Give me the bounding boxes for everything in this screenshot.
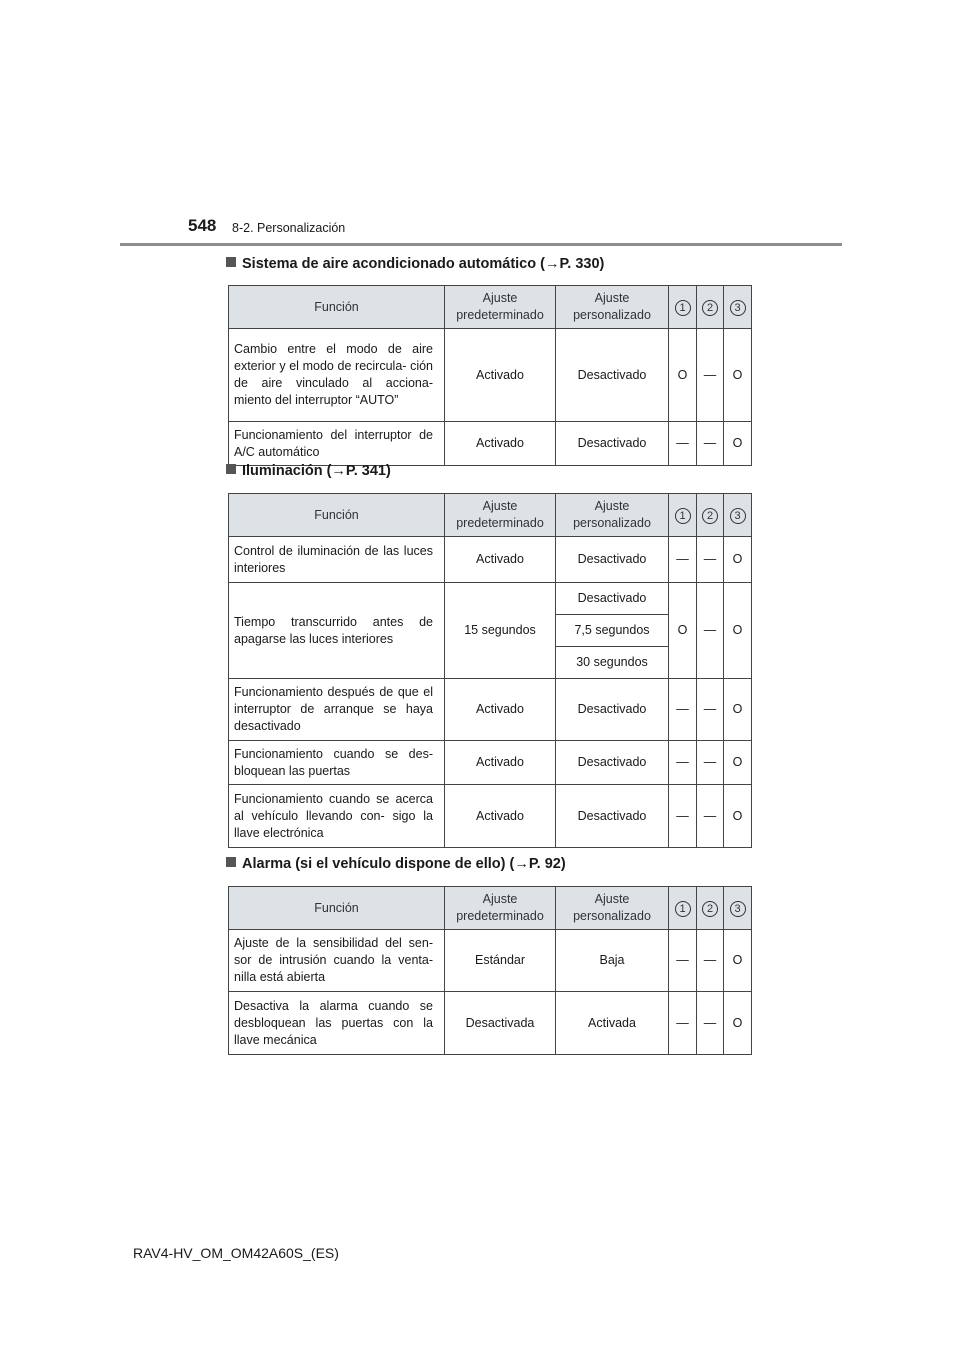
- col-1-cell: O: [669, 329, 697, 422]
- col-3-cell: O: [724, 785, 752, 848]
- col-3-cell: O: [724, 679, 752, 741]
- default-cell: Desactivada: [445, 992, 556, 1055]
- header-rule: [120, 243, 842, 246]
- table-lighting: [228, 493, 752, 848]
- table-row: [229, 930, 752, 992]
- custom-cell: Desactivado: [556, 741, 669, 785]
- table-air-conditioning: [228, 285, 752, 466]
- header-col-1: [669, 494, 697, 537]
- col-3-cell: O: [724, 583, 752, 679]
- section-heading-air-conditioning: [226, 256, 604, 272]
- header-function: Función: [229, 494, 445, 537]
- header-col-2: [697, 494, 724, 537]
- header-col-1: [669, 887, 697, 930]
- header-default: Ajuste predeterminado: [445, 286, 556, 329]
- default-cell: Activado: [445, 329, 556, 422]
- circled-number-3-icon: 3: [730, 300, 746, 316]
- custom-cell: Desactivado: [556, 785, 669, 848]
- circled-number-3-icon: 3: [730, 901, 746, 917]
- section-title: Iluminación (→P. 341): [242, 463, 391, 479]
- col-2-cell: —: [697, 537, 724, 583]
- circled-number-3-icon: 3: [730, 508, 746, 524]
- circled-number-1-icon: 1: [675, 300, 691, 316]
- col-2-cell: —: [697, 785, 724, 848]
- col-2-cell: —: [697, 583, 724, 679]
- page-number: 548: [188, 216, 217, 235]
- default-cell: Activado: [445, 422, 556, 466]
- section-heading-alarm: [226, 856, 566, 872]
- col-1-cell: —: [669, 422, 697, 466]
- header-col-3: [724, 887, 752, 930]
- custom-cell: Desactivado: [556, 422, 669, 466]
- section-title: Alarma (si el vehículo dispone de ello) (→P. 92): [242, 856, 566, 872]
- custom-cell: Desactivado: [556, 679, 669, 741]
- circled-number-1-icon: 1: [675, 508, 691, 524]
- circled-number-2-icon: 2: [702, 300, 718, 316]
- header-col-2: [697, 887, 724, 930]
- table-alarm: [228, 886, 752, 1055]
- col-1-cell: —: [669, 785, 697, 848]
- circled-number-1-icon: 1: [675, 901, 691, 917]
- function-cell: Tiempo transcurrido antes de apagarse las luces interiores: [229, 583, 445, 679]
- header-col-3: [724, 494, 752, 537]
- col-2-cell: —: [697, 741, 724, 785]
- custom-cell: Desactivado: [556, 329, 669, 422]
- section-heading-lighting: [226, 463, 391, 479]
- default-cell: Activado: [445, 741, 556, 785]
- col-1-cell: O: [669, 583, 697, 679]
- document-id: RAV4-HV_OM_OM42A60S_(ES): [133, 1245, 339, 1261]
- header-function: Función: [229, 887, 445, 930]
- header-col-2: [697, 286, 724, 329]
- function-cell: Funcionamiento después de que el interruptor de arranque se haya desactivado: [229, 679, 445, 741]
- function-cell: Control de iluminación de las luces interiores: [229, 537, 445, 583]
- header-custom: Ajuste personalizado: [556, 887, 669, 930]
- col-1-cell: —: [669, 741, 697, 785]
- col-1-cell: —: [669, 537, 697, 583]
- function-cell: Ajuste de la sensibilidad del sen- sor de intrusión cuando la venta- nilla está abierta: [229, 930, 445, 992]
- default-cell: Activado: [445, 785, 556, 848]
- default-cell: Estándar: [445, 930, 556, 992]
- table-row: [229, 741, 752, 785]
- header-col-1: [669, 286, 697, 329]
- header-custom: Ajuste personalizado: [556, 494, 669, 537]
- circled-number-2-icon: 2: [702, 901, 718, 917]
- col-1-cell: —: [669, 930, 697, 992]
- table-row: [229, 992, 752, 1055]
- custom-option-cell: 7,5 segundos: [556, 615, 669, 647]
- bullet-square-icon: [226, 257, 236, 267]
- custom-cell: Activada: [556, 992, 669, 1055]
- default-cell: Activado: [445, 537, 556, 583]
- circled-number-2-icon: 2: [702, 508, 718, 524]
- table-row: [229, 679, 752, 741]
- col-2-cell: —: [697, 422, 724, 466]
- section-title: Sistema de aire acondicionado automático (→P. 330): [242, 256, 605, 272]
- function-cell: Funcionamiento cuando se des- bloquean las puertas: [229, 741, 445, 785]
- function-cell: Funcionamiento del interruptor de A/C automático: [229, 422, 445, 466]
- default-cell: 15 segundos: [445, 583, 556, 679]
- col-3-cell: O: [724, 537, 752, 583]
- header-col-3: [724, 286, 752, 329]
- col-2-cell: —: [697, 992, 724, 1055]
- header-function: Función: [229, 286, 445, 329]
- col-1-cell: —: [669, 992, 697, 1055]
- col-2-cell: —: [697, 679, 724, 741]
- function-cell: Funcionamiento cuando se acerca al vehículo llevando con- sigo la llave electrónica: [229, 785, 445, 848]
- col-3-cell: O: [724, 422, 752, 466]
- col-2-cell: —: [697, 329, 724, 422]
- col-3-cell: O: [724, 329, 752, 422]
- section-label: 8-2. Personalización: [232, 221, 346, 235]
- col-2-cell: —: [697, 930, 724, 992]
- header-default: Ajuste predeterminado: [445, 887, 556, 930]
- table-row: [229, 785, 752, 848]
- function-cell: Cambio entre el modo de aire exterior y el modo de recircula- ción de aire vinculado al acciona- miento del interruptor “AUTO”: [229, 329, 445, 422]
- header-custom: Ajuste personalizado: [556, 286, 669, 329]
- custom-cell: Baja: [556, 930, 669, 992]
- default-cell: Activado: [445, 679, 556, 741]
- function-cell: Desactiva la alarma cuando se desbloquean las puertas con la llave mecánica: [229, 992, 445, 1055]
- table-row: [229, 583, 752, 615]
- custom-option-cell: Desactivado: [556, 583, 669, 615]
- custom-cell: Desactivado: [556, 537, 669, 583]
- col-3-cell: O: [724, 930, 752, 992]
- header-default: Ajuste predeterminado: [445, 494, 556, 537]
- col-3-cell: O: [724, 992, 752, 1055]
- table-row: [229, 422, 752, 466]
- table-row: [229, 329, 752, 422]
- custom-option-cell: 30 segundos: [556, 647, 669, 679]
- col-1-cell: —: [669, 679, 697, 741]
- bullet-square-icon: [226, 464, 236, 474]
- table-row: [229, 537, 752, 583]
- col-3-cell: O: [724, 741, 752, 785]
- bullet-square-icon: [226, 857, 236, 867]
